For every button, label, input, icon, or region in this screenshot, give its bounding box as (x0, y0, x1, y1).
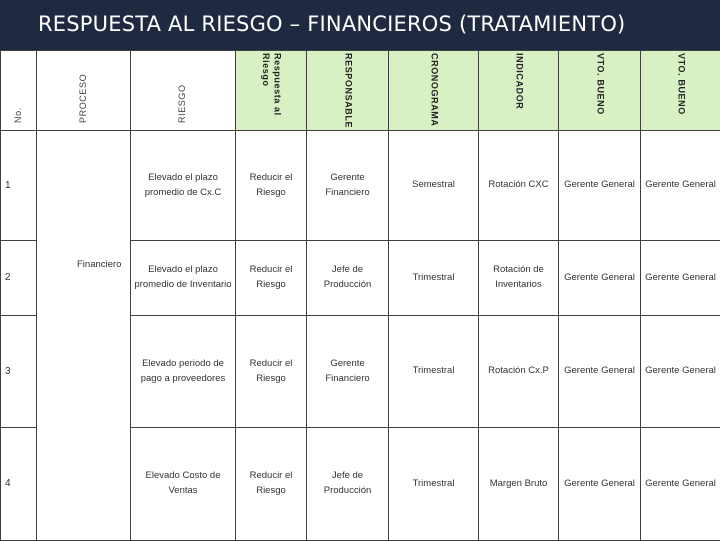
table-row (1, 131, 720, 241)
riesgo-cell: Elevado el plazo promedio de Cx.C (131, 131, 236, 241)
respuesta-cell: Reducir el Riesgo (236, 316, 307, 428)
header-respuesta: Respuesta al Riesgo (236, 51, 307, 131)
vto-bueno-1-cell: Gerente General (559, 241, 641, 316)
vto-bueno-1-cell: Gerente General (559, 131, 641, 241)
header-no: No. (1, 51, 37, 131)
row-number: 3 (1, 316, 37, 428)
vto-bueno-1-cell: Gerente General (559, 316, 641, 428)
header-indicador: INDICADOR (479, 51, 559, 131)
vto-bueno-2-cell: Gerente General (641, 241, 720, 316)
responsable-cell: Gerente Financiero (307, 131, 389, 241)
indicador-cell: Rotación CXC (479, 131, 559, 241)
responsable-cell: Gerente Financiero (307, 316, 389, 428)
vto-bueno-1-cell: Gerente General (559, 428, 641, 541)
respuesta-cell: Reducir el Riesgo (236, 428, 307, 541)
indicador-cell: Rotación Cx.P (479, 316, 559, 428)
vto-bueno-2-cell: Gerente General (641, 428, 720, 541)
vto-bueno-2-cell: Gerente General (641, 131, 720, 241)
respuesta-cell: Reducir el Riesgo (236, 131, 307, 241)
riesgo-cell: Elevado periodo de pago a proveedores (131, 316, 236, 428)
row-number: 2 (1, 241, 37, 316)
responsable-cell: Jefe de Producción (307, 241, 389, 316)
cronograma-cell: Semestral (389, 131, 479, 241)
header-riesgo: RIESGO (131, 51, 236, 131)
cronograma-cell: Trimestral (389, 428, 479, 541)
risk-response-table (0, 50, 720, 541)
row-number: 1 (1, 131, 37, 241)
header-cronograma: CRONOGRAMA (389, 51, 479, 131)
row-number: 4 (1, 428, 37, 541)
header-proceso: PROCESO (37, 51, 131, 131)
vto-bueno-2-cell: Gerente General (641, 316, 720, 428)
indicador-cell: Rotación de Inventarios (479, 241, 559, 316)
page-title: RESPUESTA AL RIESGO – FINANCIEROS (TRATAMIENTO) (38, 12, 625, 36)
indicador-cell: Margen Bruto (479, 428, 559, 541)
riesgo-cell: Elevado el plazo promedio de Inventario (131, 241, 236, 316)
header-row (1, 51, 720, 131)
responsable-cell: Jefe de Producción (307, 428, 389, 541)
cronograma-cell: Trimestral (389, 316, 479, 428)
header-responsable: RESPONSABLE (307, 51, 389, 131)
proceso-cell (37, 131, 131, 541)
respuesta-cell: Reducir el Riesgo (236, 241, 307, 316)
riesgo-cell: Elevado Costo de Ventas (131, 428, 236, 541)
header-vto-bueno-1: VTO. BUENO (559, 51, 641, 131)
proceso-value: Financiero (77, 258, 130, 273)
cronograma-cell: Trimestral (389, 241, 479, 316)
title-bar (0, 0, 720, 50)
header-vto-bueno-2: VTO. BUENO (641, 51, 720, 131)
